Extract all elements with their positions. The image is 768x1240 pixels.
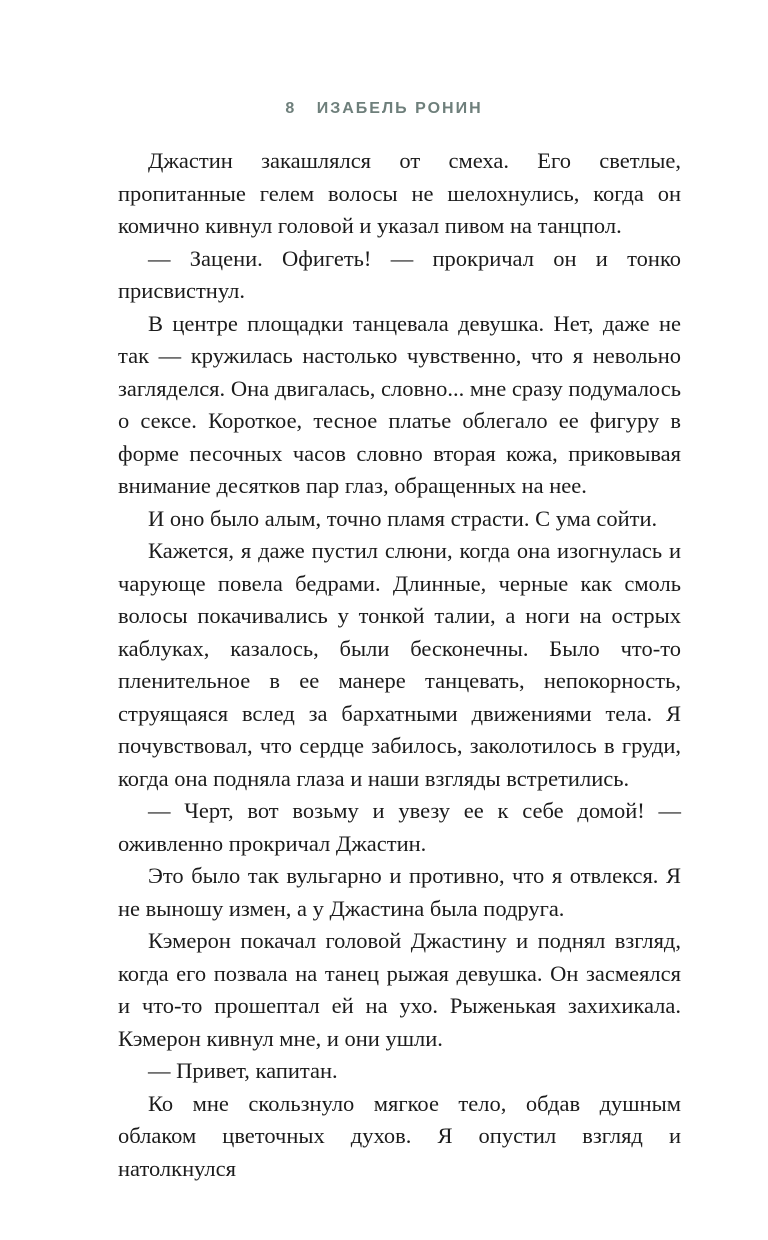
paragraph: Кажется, я даже пустил слюни, когда она изогнулась и чарующе повела бедрами. Длинные, черные как смоль волосы покачивались у тонкой талии, а ноги на острых каблуках, казалось, были бесконечны. Было что-то пленительное в ее манере танцевать, непокорность, струящаяся вслед за бархатными движениями тела. Я почувствовал, что сердце забилось, заколотилось в груди, когда она подняла глаза и наши взгляды встретились. [118, 538, 681, 791]
body-text [118, 145, 681, 1185]
paragraph: — Черт, вот возьму и увезу ее к себе домой! — оживленно прокричал Джастин. [118, 798, 681, 856]
author-name: ИЗАБЕЛЬ РОНИН [316, 100, 483, 117]
paragraph: Джастин закашлялся от смеха. Его светлые, пропитанные гелем волосы не шелохнулись, когда он комично кивнул головой и указал пивом на танцпол. [118, 148, 681, 238]
paragraph: Кэмерон покачал головой Джастину и поднял взгляд, когда его позвала на танец рыжая девушка. Он засмеялся и что-то прошептал ей на ухо. Рыженькая захихикала. Кэмерон кивнул мне, и они ушли. [118, 928, 681, 1051]
paragraph: — Зацени. Офигеть! — прокричал он и тонко присвистнул. [118, 245, 681, 303]
paragraph: — Привет, капитан. [148, 1058, 338, 1083]
paragraph: В центре площадки танцевала девушка. Нет, даже не так — кружилась настолько чувственно, что я невольно загляделся. Она двигалась, словно... мне сразу подумалось о сексе. Короткое, тесное платье облегало ее фигуру в форме песочных часов словно вторая кожа, приковывая внимание десятков пар глаз, обращенных на нее. [118, 310, 681, 498]
running-head [0, 100, 768, 118]
page-number: 8 [285, 100, 297, 117]
paragraph: Это было так вульгарно и противно, что я отвлекся. Я не выношу измен, а у Джастина была подруга. [118, 863, 681, 921]
paragraph: Ко мне скользнуло мягкое тело, обдав душным облаком цветочных духов. Я опустил взгляд и натолкнулся [118, 1090, 681, 1181]
paragraph: И оно было алым, точно пламя страсти. С ума сойти. [148, 505, 658, 531]
